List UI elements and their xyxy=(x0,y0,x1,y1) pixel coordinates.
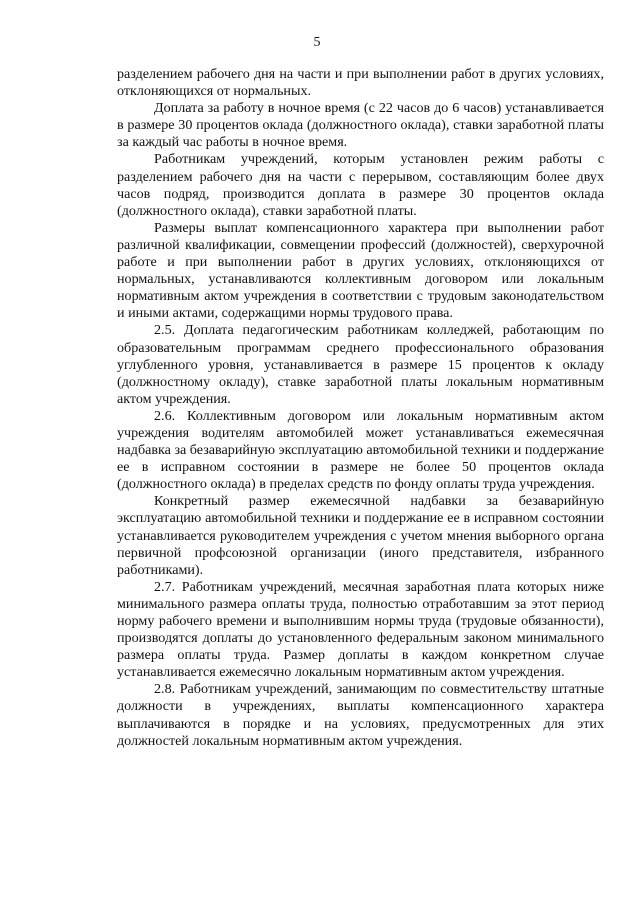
paragraph-2-8: 2.8. Работникам учреждений, занимающим по совместительству штатные должности в учреждениях, выплаты компенсационного характера выплачиваются в порядке и на условиях, предусмотренных для этих должностей локальным нормативным актом учреждения. xyxy=(117,681,604,749)
document-body xyxy=(117,66,604,750)
paragraph-night-work-pay: Доплата за работу в ночное время (с 22 часов до 6 часов) устанавливается в размере 30 процентов оклада (должностного оклада), ставки заработной платы за каждый час работы в ночное время. xyxy=(117,100,604,151)
paragraph-2-5: 2.5. Доплата педагогическим работникам колледжей, работающим по образовательным программам среднего профессионального образования углубленного уровня, устанавливается в размере 15 процентов к окладу (должностному окладу), ставке заработной платы локальным нормативным актом учреждения. xyxy=(117,322,604,407)
paragraph-2-7: 2.7. Работникам учреждений, месячная заработная плата которых ниже минимального размера оплаты труда, полностью отработавшим за этот период норму рабочего времени и выполнившим нормы труда (трудовые обязанности), производятся доплаты до установленного федеральным законом минимального размера оплаты труда. Размер доплаты в каждом конкретном случае устанавливается ежемесячно локальным нормативным актом учреждения. xyxy=(117,578,604,681)
paragraph-continuation: разделением рабочего дня на части и при выполнении работ в других условиях, отклоняющихся от нормальных. xyxy=(117,66,604,100)
paragraph-split-shift-pay: Работникам учреждений, которым установлен режим работы с разделением рабочего дня на части с перерывом, составляющим более двух часов подряд, производится доплата в размере 30 процентов оклада (должностного оклада), ставки заработной платы. xyxy=(117,151,604,219)
paragraph-compensation-amounts: Размеры выплат компенсационного характера при выполнении работ различной квалификации, совмещении профессий (должностей), сверхурочной работе и при выполнении работ в других условиях, отклоняющихся от нормальных, устанавливаются коллективным договором или локальным нормативным актом учреждения в соответствии с трудовым законодательством и иными актами, содержащими нормы трудового права. xyxy=(117,219,604,322)
paragraph-2-6: 2.6. Коллективным договором или локальным нормативным актом учреждения водителям автомобилей может устанавливаться ежемесячная надбавка за безаварийную эксплуатацию автомобильной техники и поддержание ее в исправном состоянии в размере не более 50 процентов оклада (должностного оклада) в пределах средств по фонду оплаты труда учреждения. xyxy=(117,407,604,493)
page-number: 5 xyxy=(313,35,321,50)
paragraph-accident-free-bonus: Конкретный размер ежемесячной надбавки за безаварийную эксплуатацию автомобильной техники и поддержание ее в исправном состоянии устанавливается руководителем учреждения с учетом мнения выборного органа первичной профсоюзной организации (иного представителя, избранного работниками). xyxy=(117,493,604,578)
